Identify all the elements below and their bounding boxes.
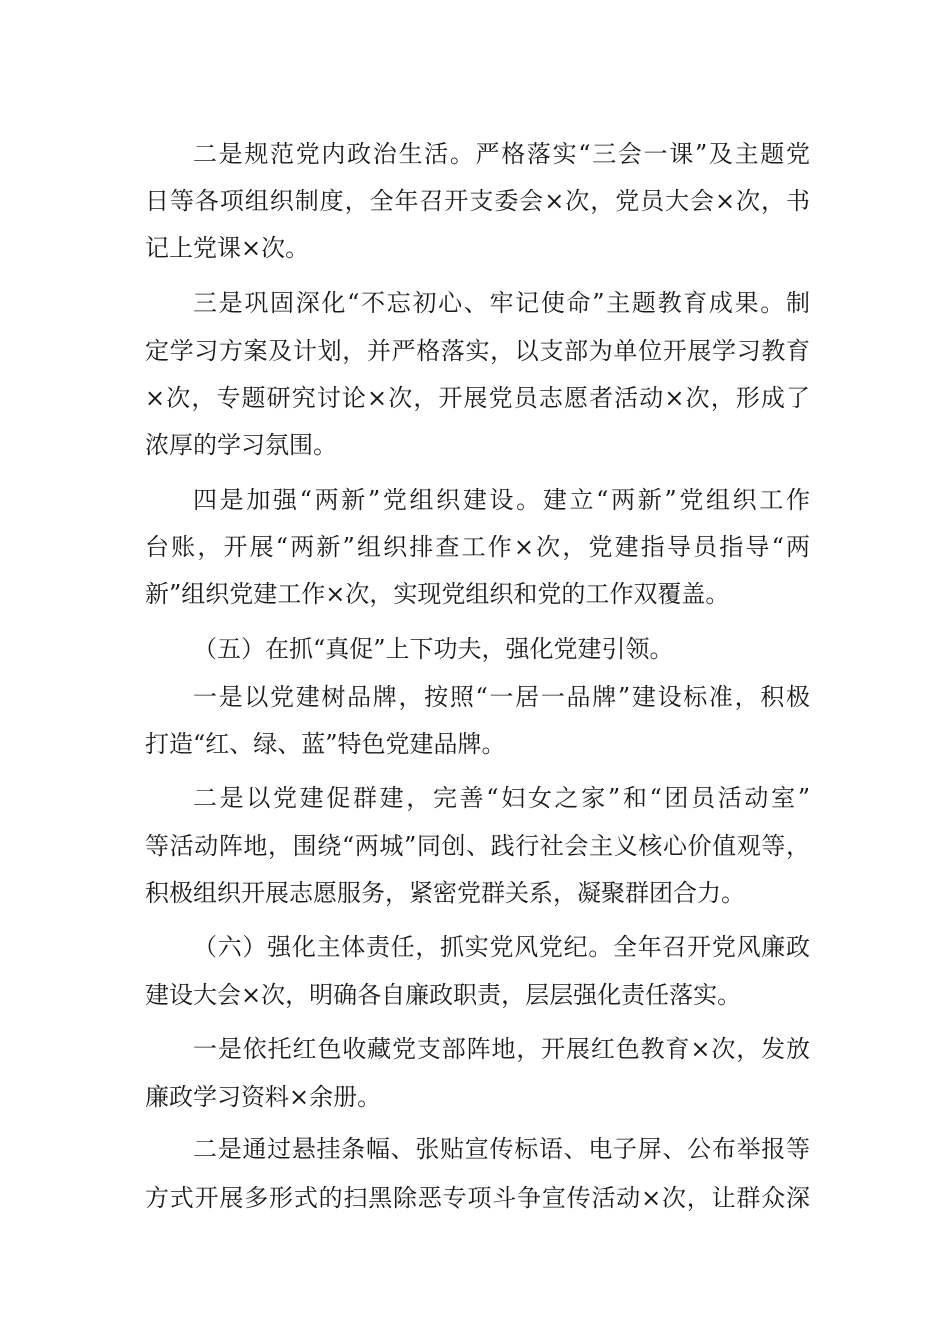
text-line: 廉政学习资料×余册。: [145, 1083, 382, 1111]
text-line: 台账，开展“两新”组织排查工作×次，党建指导员指导“两: [145, 533, 810, 561]
text-line: 新”组织党建工作×次，实现党组织和党的工作双覆盖。: [145, 580, 730, 608]
text-line: 方式开展多形式的扫黑除恶专项斗争宣传活动×次，让群众深: [145, 1184, 810, 1212]
text-line: 三是巩固深化“不忘初心、牢记使命”主题教育成果。制: [193, 289, 810, 317]
text-line: 一是以党建树品牌，按照“一居一品牌”建设标准，积极: [193, 683, 810, 711]
text-line: 二是以党建促群建，完善“妇女之家”和“团员活动室”: [193, 784, 810, 812]
text-line: 二是通过悬挂条幅、张贴宣传标语、电子屏、公布举报等: [193, 1135, 810, 1163]
text-line: 定学习方案及计划，并严格落实，以支部为单位开展学习教育: [145, 337, 810, 365]
text-line: 记上党课×次。: [145, 234, 310, 262]
text-line: 一是依托红色收藏党支部阵地，开展红色教育×次，发放: [193, 1035, 810, 1063]
text-line: 浓厚的学习氛围。: [145, 431, 337, 459]
text-line: 日等各项组织制度，全年召开支委会×次，党员大会×次，书: [145, 187, 810, 215]
text-line: 建设大会×次，明确各自廉政职责，层层强化责任落实。: [145, 981, 742, 1009]
text-line: 二是规范党内政治生活。严格落实“三会一课”及主题党: [193, 140, 810, 168]
text-line: 积极组织开展志愿服务，紧密党群关系，凝聚群团合力。: [145, 879, 745, 907]
text-line: 等活动阵地，围绕“两城”同创、践行社会主义核心价值观等，: [145, 832, 810, 860]
section-heading: （五）在抓“真促”上下功夫，强化党建引领。: [193, 635, 674, 663]
text-line: 打造“红、绿、蓝”特色党建品牌。: [145, 730, 506, 758]
text-line: ×次，专题研究讨论×次，开展党员志愿者活动×次，形成了: [145, 384, 810, 412]
text-line: 四是加强“两新”党组织建设。建立“两新”党组织工作: [193, 486, 810, 514]
section-heading: （六）强化主体责任，抓实党风党纪。全年召开党风廉政: [193, 933, 810, 961]
